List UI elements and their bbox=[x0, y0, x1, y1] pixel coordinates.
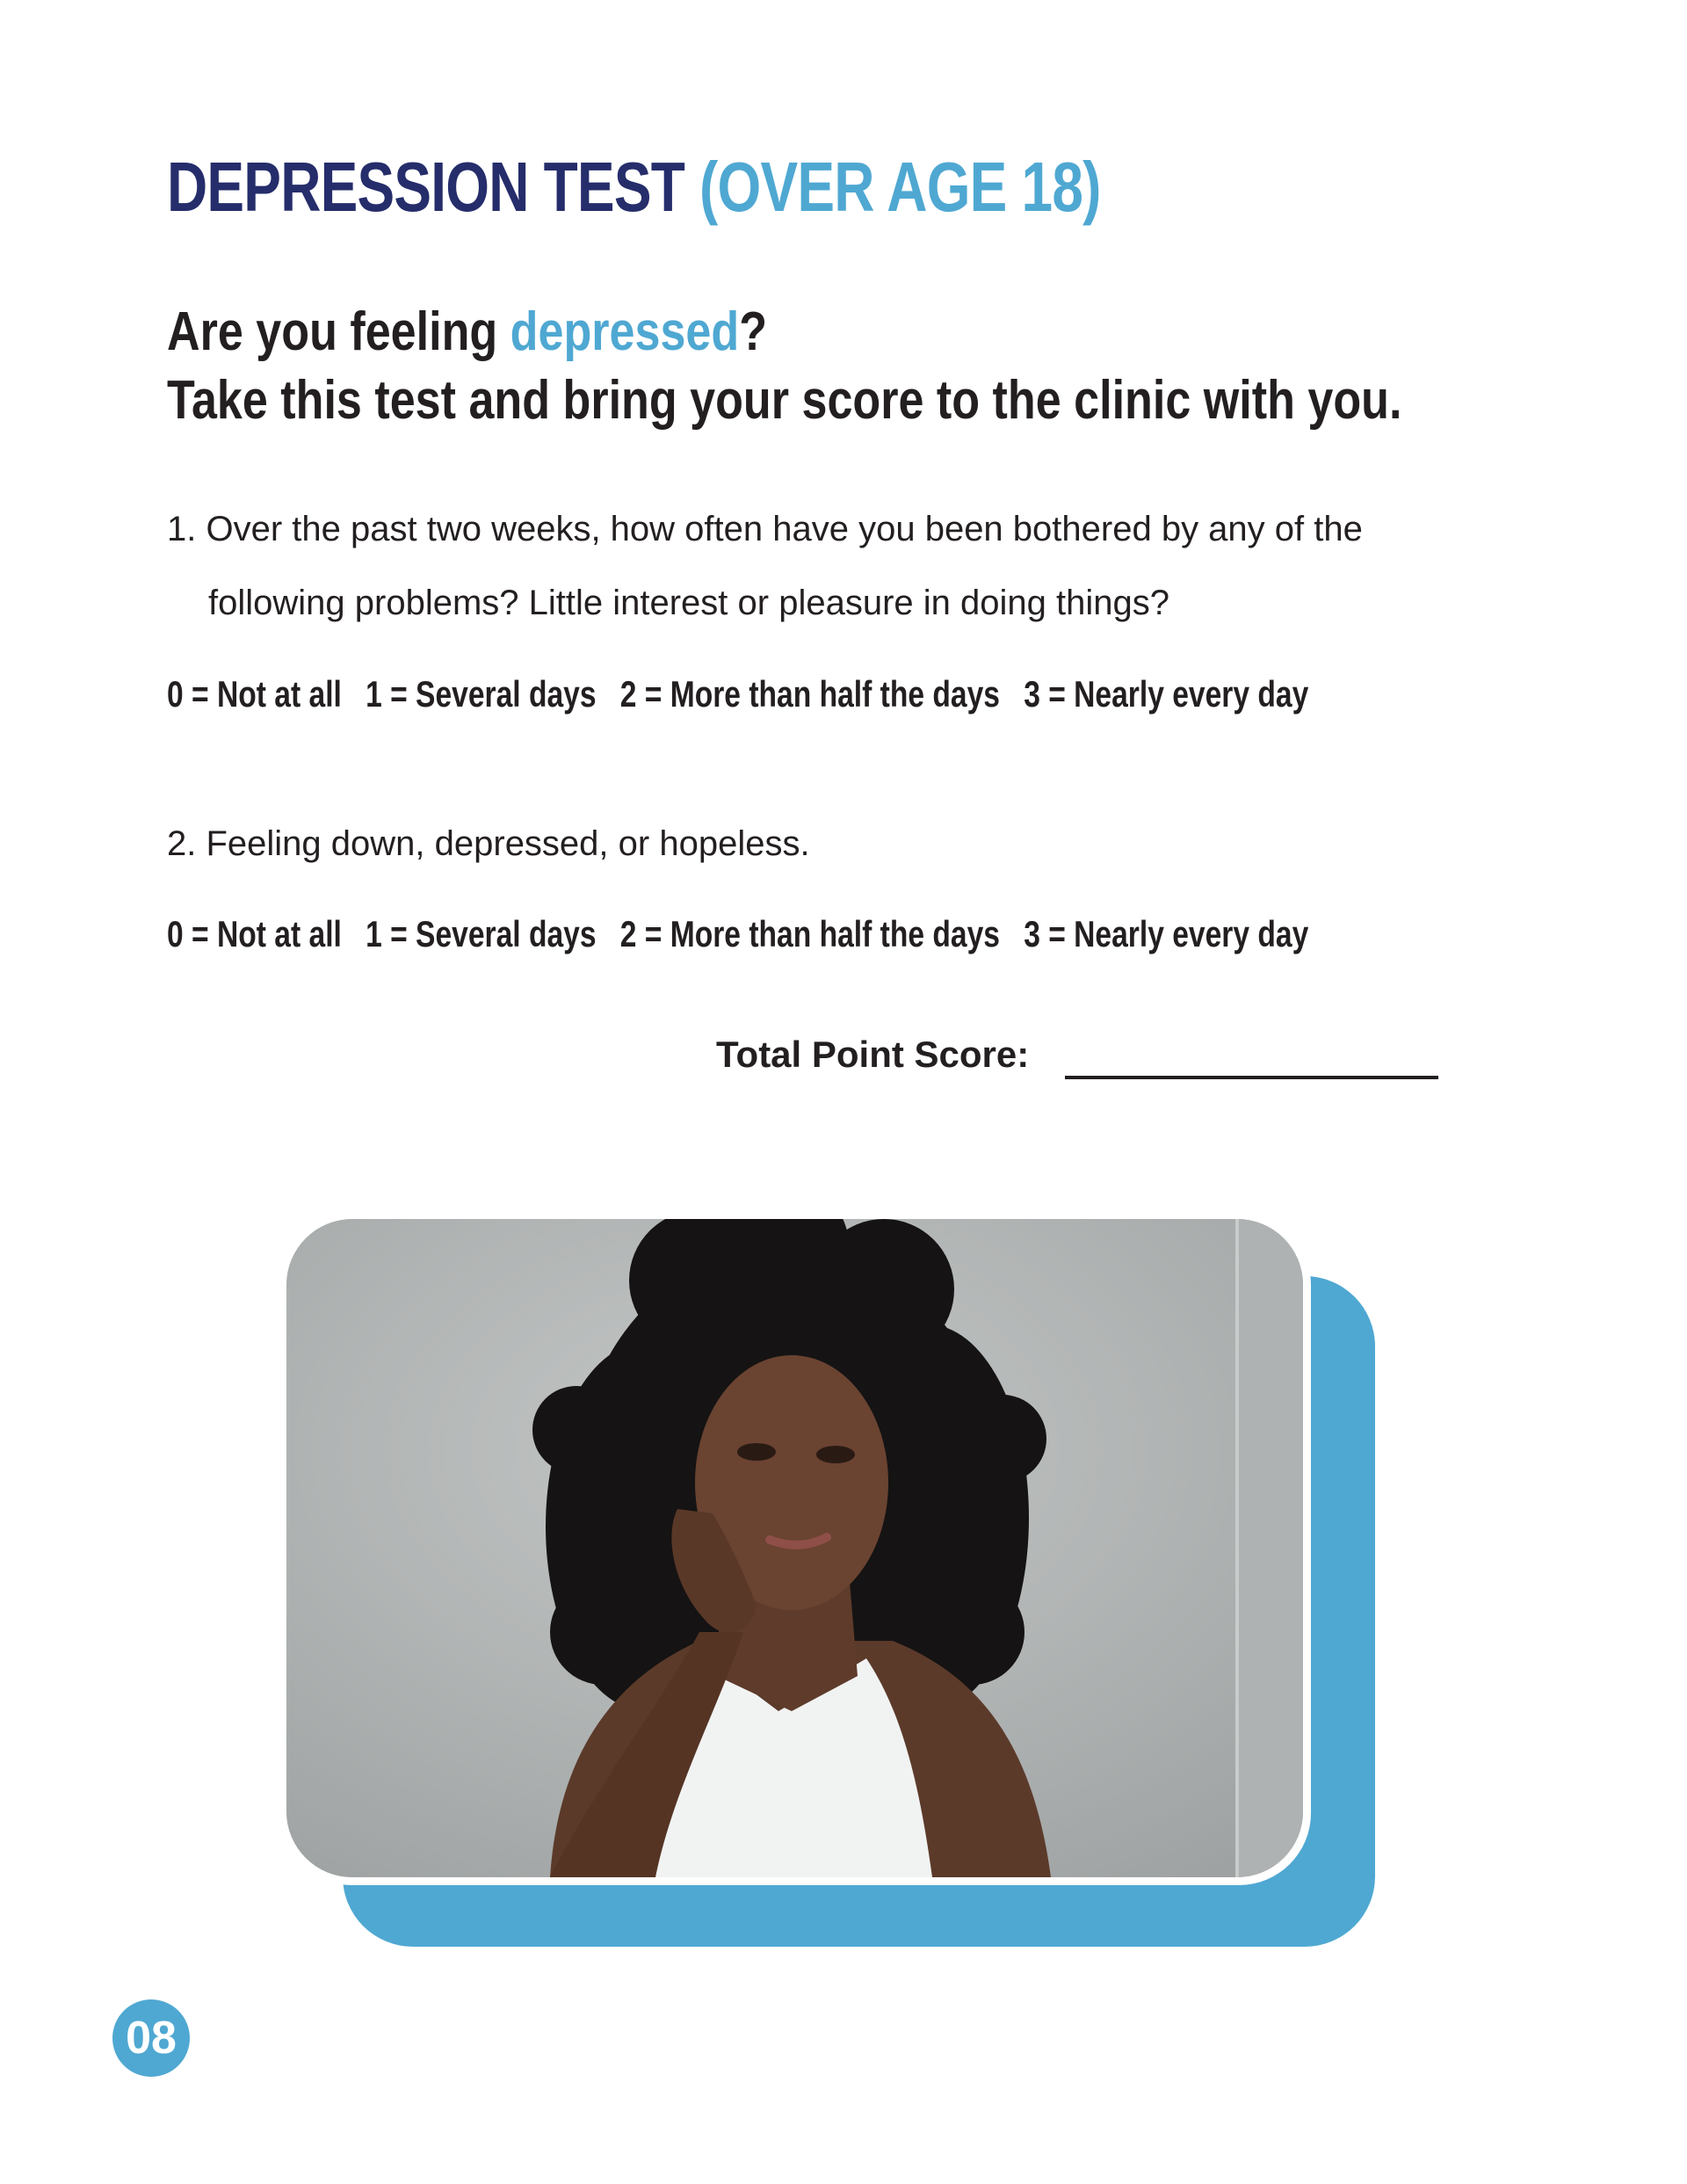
scale-option-3: 3 = Nearly every day bbox=[1024, 673, 1309, 715]
scale-option-2: 2 = More than half the days bbox=[619, 913, 1000, 954]
scale-option-0: 0 = Not at all bbox=[167, 913, 342, 954]
subtitle-line-2: Take this test and bring your score to the clinic with you. bbox=[167, 370, 1402, 431]
scale-option-2: 2 = More than half the days bbox=[619, 673, 1000, 715]
scale-option-3: 3 = Nearly every day bbox=[1024, 913, 1309, 954]
photo-sad-woman bbox=[286, 1219, 1303, 1877]
question-1-scale bbox=[167, 670, 1333, 719]
page-title bbox=[167, 148, 1101, 227]
subtitle-text-before: Are you feeling bbox=[167, 301, 510, 362]
question-2-scale bbox=[167, 910, 1333, 959]
subtitle-line-1 bbox=[167, 299, 767, 366]
question-2 bbox=[167, 807, 810, 881]
question-1-line-1: 1. Over the past two weeks, how often have you been bothered by any of the bbox=[167, 510, 1363, 548]
title-main: DEPRESSION TEST bbox=[167, 148, 684, 226]
question-1 bbox=[167, 492, 1363, 640]
question-1-line-2: following problems? Little interest or pleasure in doing things? bbox=[208, 584, 1169, 622]
scale-option-1: 1 = Several days bbox=[366, 673, 597, 715]
title-qualifier: (OVER AGE 18) bbox=[699, 148, 1101, 226]
subtitle-highlight: depressed bbox=[510, 301, 740, 362]
scale-option-0: 0 = Not at all bbox=[167, 673, 342, 715]
total-score-label: Total Point Score: bbox=[716, 1034, 1030, 1075]
scale-option-1: 1 = Several days bbox=[366, 913, 597, 954]
photo-illustration bbox=[286, 1219, 1303, 1877]
question-2-line-1: 2. Feeling down, depressed, or hopeless. bbox=[167, 824, 810, 863]
total-score-blank[interactable] bbox=[1065, 1076, 1438, 1079]
page-number-badge: 08 bbox=[112, 1999, 190, 2077]
subtitle-text-after: ? bbox=[739, 301, 768, 362]
